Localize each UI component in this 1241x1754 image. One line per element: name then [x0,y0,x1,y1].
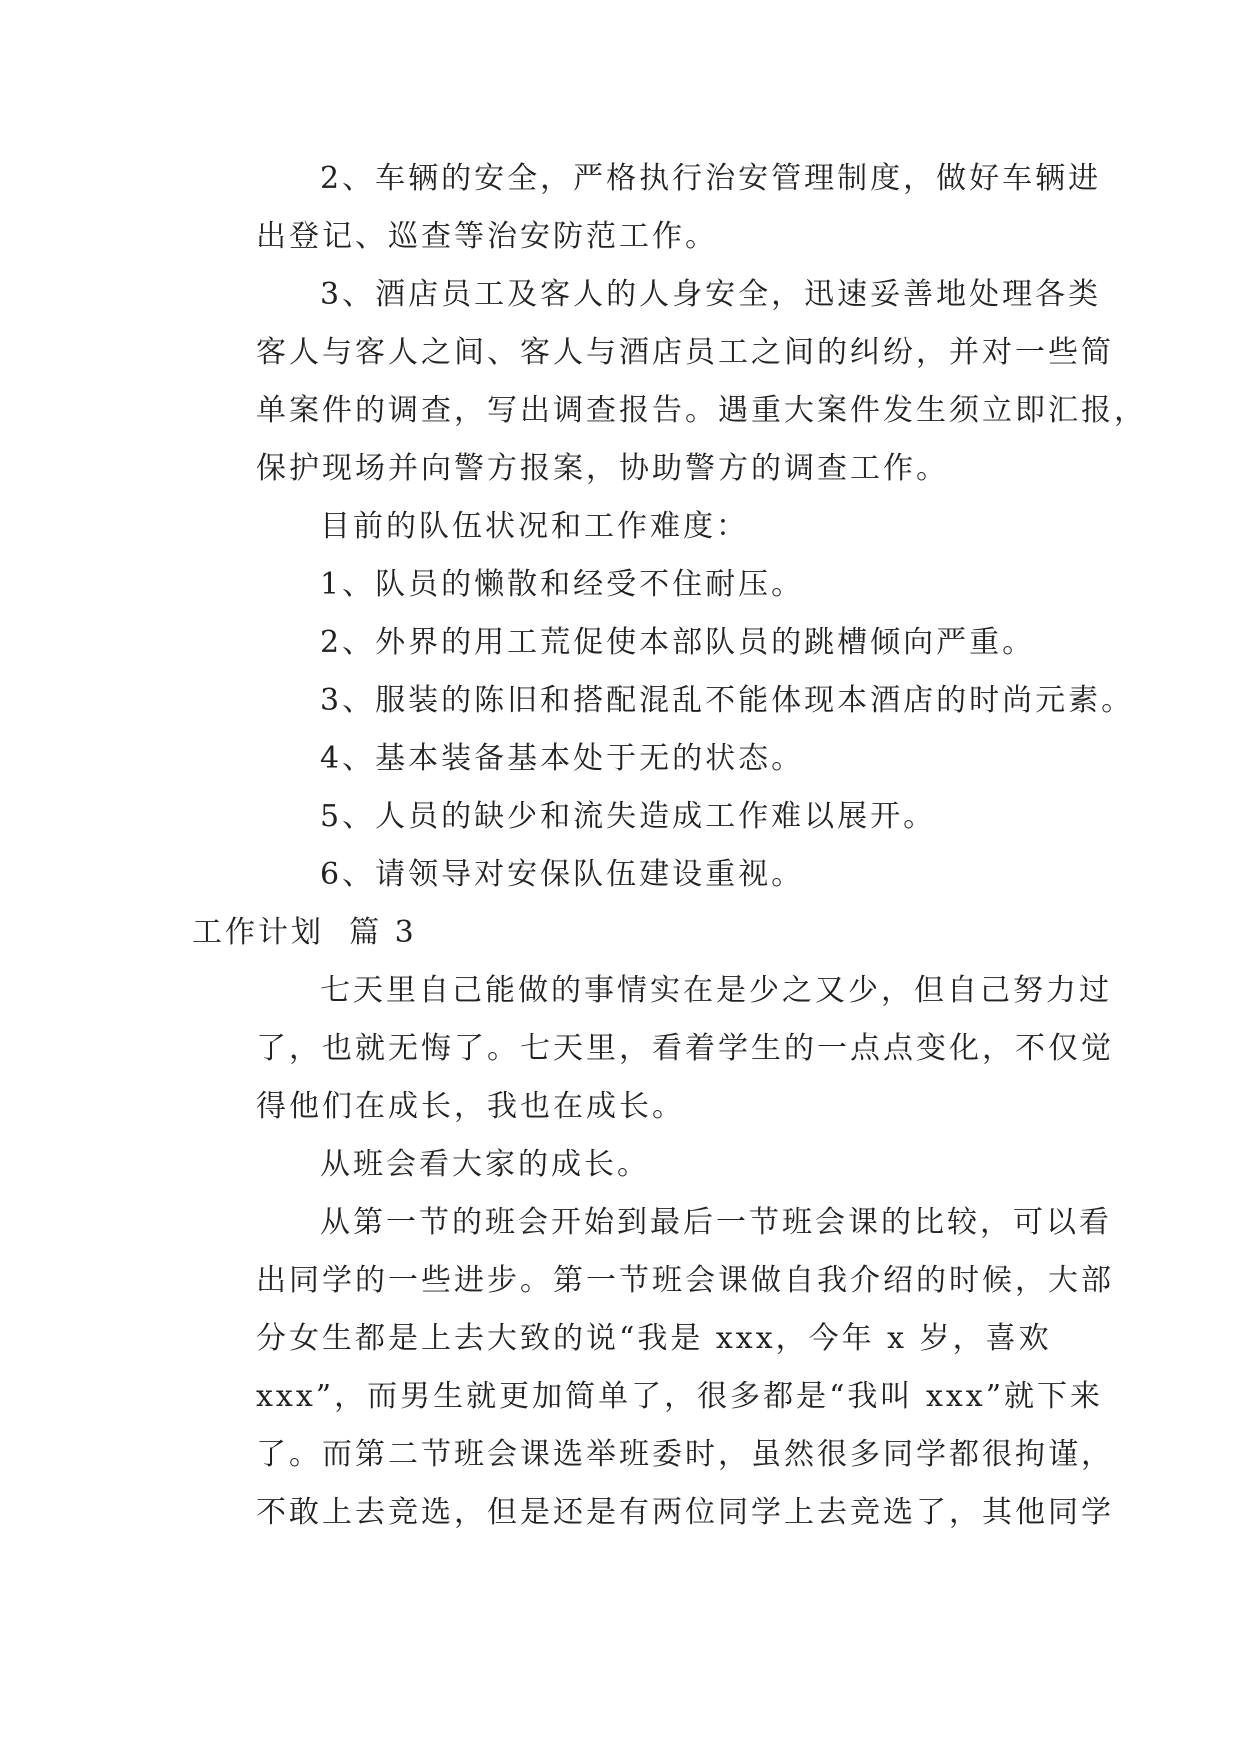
text-line: 分女生都是上去大致的说“我是 xxx，今年 x 岁，喜欢 [256,1321,1052,1356]
list-item-1 [192,556,1072,614]
list-item-5 [192,788,1072,846]
paragraph-personal-safety [192,266,1147,498]
text-line: 3、酒店员工及客人的人身安全，迅速妥善地处理各类 [320,277,1102,312]
text-line: 单案件的调查，写出调查报告。遇重大案件发生须立即汇报， [256,393,1147,428]
text-line: 出登记、巡查等治安防范工作。 [256,219,718,254]
heading-text: 工作计划 篇 3 [192,915,417,950]
text-line: 不敢上去竞选，但是还是有两位同学上去竞选了，其他同学 [256,1495,1114,1530]
paragraph-seven-days [192,962,1114,1136]
text-line: 目前的队伍状况和工作难度： [320,509,749,544]
text-line: 得他们在成长，我也在成长。 [256,1089,685,1124]
list-item-4 [192,730,1072,788]
list-item-6 [192,846,1072,904]
text-line: xxx”，而男生就更加简单了，很多都是“我叫 xxx”就下来 [256,1379,1104,1414]
paragraph-class-meeting [192,1136,1072,1194]
text-line: 从班会看大家的成长。 [320,1147,650,1182]
paragraph-progress [192,1194,1114,1542]
text-line: 1、队员的懒散和经受不住耐压。 [320,567,805,602]
text-line: 了，也就无悔了。七天里，看着学生的一点点变化，不仅觉 [256,1031,1114,1066]
list-item-2 [192,614,1072,672]
text-line: 客人与客人之间、客人与酒店员工之间的纠纷，并对一些简 [256,335,1114,370]
text-line: 出同学的一些进步。第一节班会课做自我介绍的时候，大部 [256,1263,1114,1298]
text-line: 6、请领导对安保队伍建设重视。 [320,857,805,892]
document-body [192,150,1147,1542]
section-heading [192,904,1072,962]
paragraph-vehicle-safety [192,150,1102,266]
text-line: 2、外界的用工荒促使本部队员的跳槽倾向严重。 [320,625,1036,660]
paragraph-team-status [192,498,1072,556]
text-line: 3、服装的陈旧和搭配混乱不能体现本酒店的时尚元素。 [320,683,1135,718]
list-item-3 [192,672,1135,730]
text-line: 七天里自己能做的事情实在是少之又少，但自己努力过 [320,973,1112,1008]
text-line: 从第一节的班会开始到最后一节班会课的比较，可以看 [320,1205,1112,1240]
text-line: 5、人员的缺少和流失造成工作难以展开。 [320,799,937,834]
text-line: 保护现场并向警方报案，协助警方的调查工作。 [256,451,949,486]
text-line: 4、基本装备基本处于无的状态。 [320,741,805,776]
text-line: 2、车辆的安全，严格执行治安管理制度，做好车辆进 [320,161,1102,196]
text-line: 了。而第二节班会课选举班委时，虽然很多同学都很拘谨， [256,1437,1114,1472]
